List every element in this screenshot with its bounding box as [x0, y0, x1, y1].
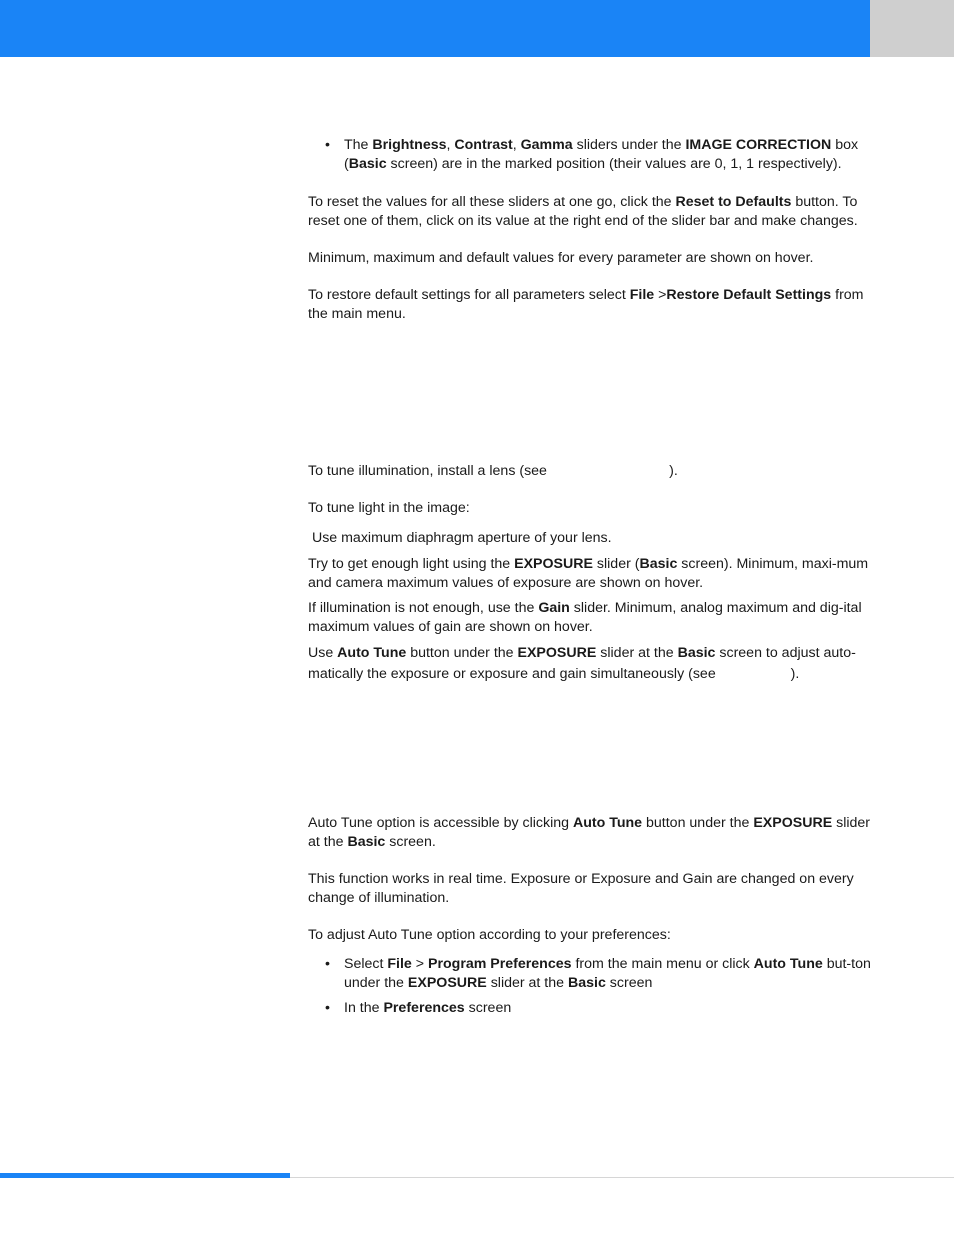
paragraph-restore-defaults: To restore default settings for all parameters select File >Restore Default Settings from the main menu. — [308, 287, 864, 322]
bullet-marker: • — [325, 137, 330, 153]
bullet-text: Select File > Program Preferences from the main menu or click Auto Tune but-ton under the EXPOSURE slider at the Basic screen — [344, 956, 871, 991]
header-page-tab — [870, 0, 954, 57]
bullet-marker: • — [325, 1000, 330, 1016]
step-auto-tune: Use Auto Tune button under the EXPOSURE slider at the Basic screen to adjust auto-matically the exposure or exposure and gain simultaneously (see ). — [308, 645, 856, 682]
paragraph-reset-defaults: To reset the values for all these sliders at one go, click the Reset to Defaults button. To reset one of them, click on its value at the right end of the slider bar and make changes. — [308, 194, 858, 229]
footer-accent-bar — [0, 1173, 290, 1178]
footer-divider — [290, 1177, 954, 1178]
paragraph-tune-light: To tune light in the image: — [308, 500, 470, 516]
step-exposure: Try to get enough light using the EXPOSURE slider (Basic screen). Minimum, maxi-mum and camera maximum values of exposure are shown on hover. — [308, 556, 869, 591]
header-bar — [0, 0, 870, 57]
paragraph-auto-tune-access: Auto Tune option is accessible by clicking Auto Tune button under the EXPOSURE slider at the Basic screen. — [308, 815, 871, 850]
paragraph-adjust-auto-tune: To adjust Auto Tune option according to your preferences: — [308, 927, 671, 943]
step-aperture: Use maximum diaphragm aperture of your lens. — [308, 530, 612, 546]
paragraph-tune-illumination: To tune illumination, install a lens (see ). — [308, 463, 678, 479]
paragraph-hover-values: Minimum, maximum and default values for every parameter are shown on hover. — [308, 250, 814, 266]
bullet-text: The Brightness, Contrast, Gamma sliders under the IMAGE CORRECTION box (Basic screen) are in the marked position (their values are 0, 1, 1 respectively). — [344, 137, 859, 172]
paragraph-real-time: This function works in real time. Exposure or Exposure and Gain are changed on every change of illumination. — [308, 871, 854, 906]
step-gain: If illumination is not enough, use the Gain slider. Minimum, analog maximum and dig-ital maximum values of gain are shown on hover. — [308, 600, 862, 635]
bullet-text: In the Preferences screen — [344, 1000, 512, 1016]
bullet-marker: • — [325, 956, 330, 972]
